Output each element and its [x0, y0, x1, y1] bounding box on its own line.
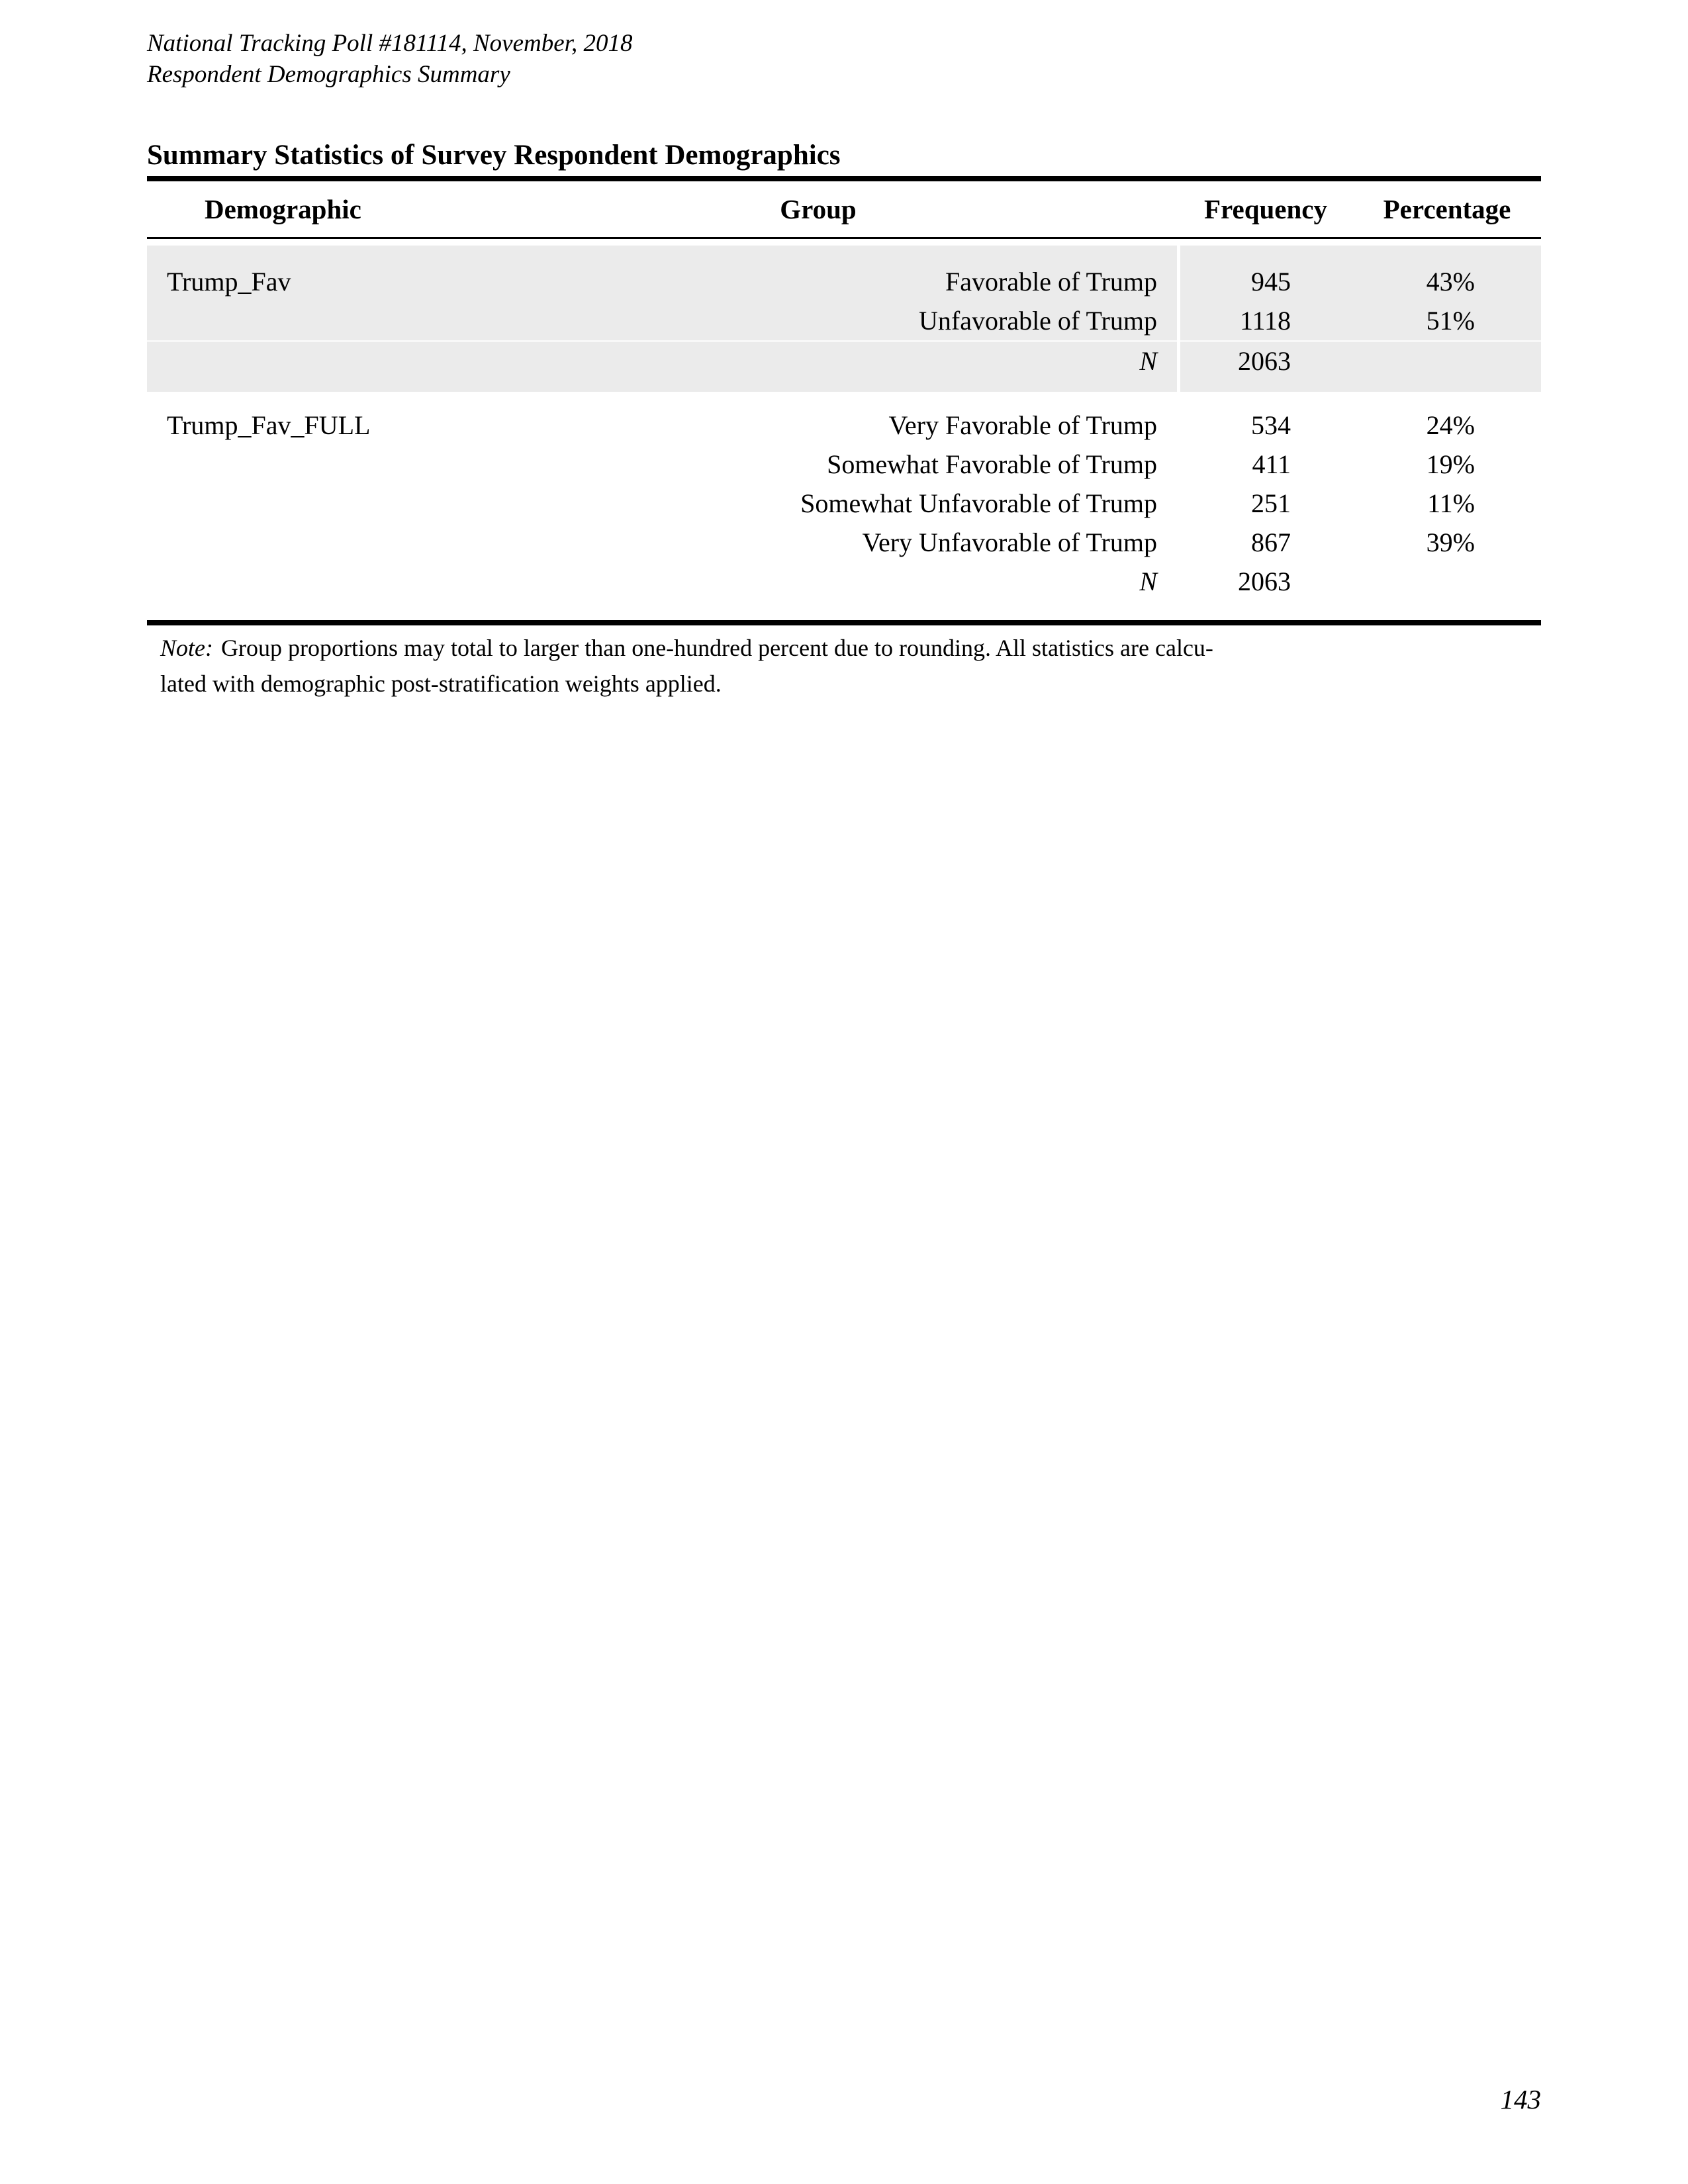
column-header-frequency: Frequency — [1203, 194, 1328, 224]
spacer — [147, 601, 1541, 620]
table-row — [147, 523, 1541, 562]
percentage-cell: 19% — [1426, 449, 1475, 479]
group-cell: Favorable of Trump — [945, 267, 1157, 296]
column-header-demographic: Demographic — [205, 194, 361, 224]
summary-statistics-table — [147, 176, 1541, 625]
frequency-cell: 2063 — [1238, 567, 1291, 596]
spacer — [147, 392, 1541, 406]
table-row — [147, 445, 1541, 484]
table-row — [147, 484, 1541, 523]
table-row-total — [147, 340, 1541, 379]
percentage-cell: 39% — [1426, 527, 1475, 557]
column-header-group: Group — [780, 194, 857, 224]
note-label: Note: — [160, 635, 213, 661]
note-text-1: Group proportions may total to larger than one-hundred percent due to rounding. All statistics are calcu- — [220, 635, 1213, 661]
group-cell-n: N — [1139, 345, 1157, 376]
percentage-cell: 51% — [1426, 306, 1475, 336]
table-group-trump-fav — [147, 246, 1541, 392]
frequency-cell: 534 — [1251, 410, 1291, 440]
frequency-cell: 2063 — [1238, 345, 1291, 376]
table-group-trump-fav-full — [147, 406, 1541, 601]
frequency-cell: 945 — [1251, 267, 1291, 296]
table-row — [147, 262, 1541, 301]
group-cell: Somewhat Favorable of Trump — [827, 449, 1157, 479]
group-cell: Very Unfavorable of Trump — [862, 527, 1157, 557]
percentage-cell: 11% — [1427, 488, 1475, 518]
frequency-cell: 1118 — [1239, 306, 1291, 336]
frequency-cell: 411 — [1252, 449, 1291, 479]
group-cell: Somewhat Unfavorable of Trump — [800, 488, 1157, 518]
spacer — [147, 239, 1541, 246]
page-number: 143 — [1500, 2084, 1541, 2115]
table-row — [147, 301, 1541, 340]
demographic-label: Trump_Fav_FULL — [167, 410, 371, 440]
table-top-rule — [147, 176, 1541, 181]
column-header-percentage: Percentage — [1383, 194, 1511, 224]
frequency-cell: 251 — [1251, 488, 1291, 518]
running-header — [147, 28, 632, 90]
table-header-row — [147, 181, 1541, 237]
demographic-label: Trump_Fav — [167, 267, 291, 296]
group-cell: Very Favorable of Trump — [888, 410, 1157, 440]
frequency-cell: 867 — [1251, 527, 1291, 557]
table-bottom-rule — [147, 620, 1541, 625]
note-line-2: lated with demographic post-stratification weights applied. — [160, 670, 722, 697]
percentage-cell: 43% — [1426, 267, 1475, 296]
table-row-total — [147, 562, 1541, 601]
table-note — [160, 630, 1477, 702]
group-cell: Unfavorable of Trump — [919, 306, 1157, 336]
poll-title: National Tracking Poll #181114, November, 2018 — [147, 30, 633, 57]
table-row — [147, 406, 1541, 445]
percentage-cell: 24% — [1426, 410, 1475, 440]
section-subtitle: Respondent Demographics Summary — [147, 61, 510, 88]
note-line-1 — [160, 630, 1477, 666]
table-title: Summary Statistics of Survey Respondent Demographics — [147, 140, 841, 171]
group-cell-n: N — [1139, 567, 1157, 596]
